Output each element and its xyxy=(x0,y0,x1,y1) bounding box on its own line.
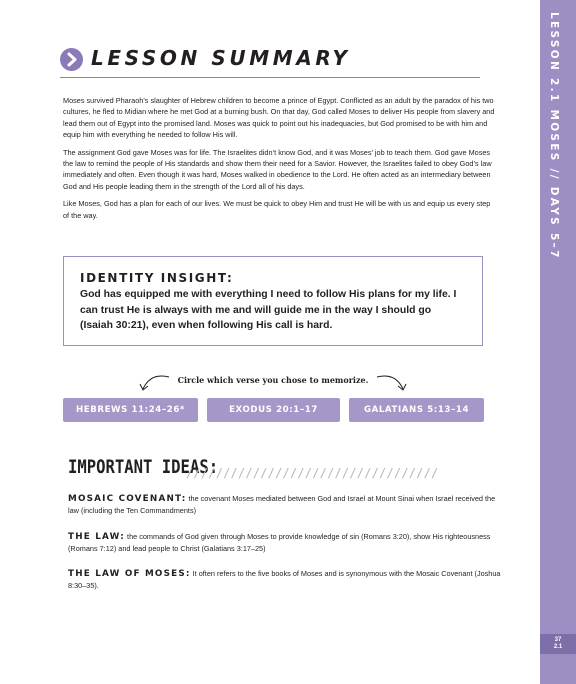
idea-item xyxy=(68,531,508,555)
insight-title: IDENTITY INSIGHT: xyxy=(80,271,234,285)
memorize-instruction: Circle which verse you chose to memorize. xyxy=(177,375,369,385)
idea-term: THE LAW OF MOSES: xyxy=(68,569,191,579)
sidebar-band xyxy=(540,0,576,684)
page-number: 37 xyxy=(554,637,562,643)
idea-definition: It often refers to the five books of Moses and is synonymous with the Mosaic Covenant (Joshua 8:30–35). xyxy=(68,569,501,591)
verse-option-exodus[interactable]: EXODUS 20:1–17 xyxy=(207,398,340,422)
important-ideas-title: IMPORTANT IDEAS: xyxy=(68,456,219,478)
idea-item xyxy=(68,568,508,592)
idea-term: MOSAIC COVENANT: xyxy=(68,494,187,504)
summary-paragraph: Moses survived Pharaoh’s slaughter of Hebrew children to become a prince of Egypt. Conflicted as an adult by the paradox of his two cultures, he fled to Midian where he met God at a burning bush. On that day, God called Moses to deliver His people from slavery and lead them out of Egypt into the promised land. Moses was quick to point out his inadequacies, but God promised to be with him and equip him with everything he needed to follow His will. xyxy=(63,96,495,140)
summary-paragraph: The assignment God gave Moses was for life. The Israelites didn’t know God, and it was Moses’ job to teach them. God gave Moses the law to remind the people of His standards and show them their need for a Savior. However, the Israelites failed to obey God’s law immediately and often. Even though it was hard, Moses walked in obedience to the Lord. He often acted as an intermediary between God and His people leading them in the strength of the Lord all of his days. xyxy=(63,147,492,191)
header-divider xyxy=(60,77,480,78)
verse-option-hebrews[interactable]: HEBREWS 11:24–26* xyxy=(63,398,198,422)
decorative-slash-line: ////////////////////////////////// xyxy=(186,466,439,480)
summary-paragraph: Like Moses, God has a plan for each of our lives. We must be quick to obey Him and trust He will be with us and equip us every step of the way. xyxy=(63,199,491,220)
idea-definition: the commands of God given through Moses to provide knowledge of sin (Romans 3:20), show His righteousness (Romans 7:12) and lead people to Christ (Galatians 3:17–25) xyxy=(68,532,491,554)
idea-item xyxy=(68,493,508,517)
section-header xyxy=(60,45,480,79)
idea-definition: the covenant Moses mediated between God and Israel at Mount Sinai when Israel received the law (including the Ten Commandments) xyxy=(68,494,496,516)
insight-text: God has equipped me with everything I need to follow His plans for my life. I can trust He is always with me and will guide me in the way I should go (Isaiah 30:21), even when following His call is hard. xyxy=(80,289,457,332)
identity-insight-box xyxy=(63,256,483,346)
page-title: LESSON SUMMARY xyxy=(91,46,351,70)
curved-arrow-right-icon xyxy=(375,372,407,394)
lesson-label: LESSON 2.1 MOSES // DAYS 5–7 xyxy=(548,12,560,260)
page-number-box xyxy=(540,634,576,654)
verse-option-galatians[interactable]: GALATIANS 5:13–14 xyxy=(349,398,484,422)
memorize-prompt-row xyxy=(63,372,483,394)
idea-term: THE LAW: xyxy=(68,532,126,542)
lesson-summary-text xyxy=(63,95,495,227)
chevron-right-icon xyxy=(60,48,83,71)
page-sub: 2.1 xyxy=(553,644,563,650)
